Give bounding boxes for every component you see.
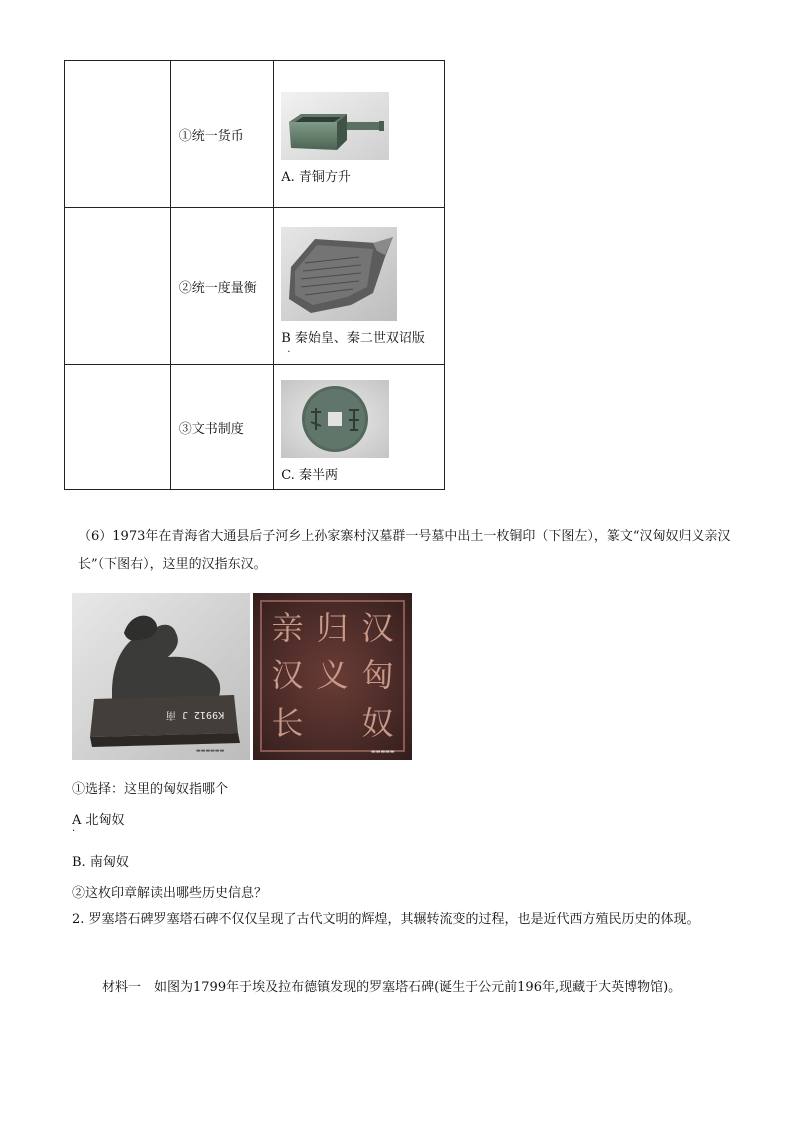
measure-label: ③文书制度 — [178, 421, 244, 437]
reform-measures-table — [64, 60, 445, 490]
artifact-caption: B 秦始皇、秦二世双诏版 — [281, 330, 425, 346]
bronze-square-measure-image — [281, 92, 389, 160]
measure-label: ②统一度量衡 — [178, 280, 257, 296]
question-6-text: （6）1973年在青海省大通县后子河乡上孙家寨村汉墓群一号墓中出土一枚铜印（下图左），篆文“汉匈奴归义亲汉长”（下图右），这里的汉指东汉。 — [78, 529, 731, 572]
table-row — [65, 61, 445, 208]
table-cell-empty — [65, 61, 171, 208]
question-2-body: 2. 罗塞塔石碑罗塞塔石碑不仅仅呈现了古代文明的辉煌，其辗转流变的过程，也是近代西方殖民历史的体现。 — [72, 912, 700, 927]
option-b: B. 南匈奴 — [72, 855, 129, 870]
table-row — [65, 208, 445, 365]
watermark: ▬▬▬▬▬▬ — [196, 748, 225, 754]
table-row — [65, 365, 445, 490]
banliang-coin-image — [281, 380, 389, 458]
measure-label: ①统一货币 — [178, 128, 244, 144]
watermark: ▬▬▬▬▬ — [371, 749, 395, 755]
question-2-text — [72, 906, 734, 934]
seal-char: 奴 — [361, 703, 394, 742]
seal-base-label: K9912 J 南 — [165, 709, 225, 720]
seal-inscription-photo — [253, 593, 412, 760]
camel-knob-seal-image — [72, 593, 250, 760]
option-a-mark: · — [72, 826, 76, 837]
table-cell-measure — [170, 208, 273, 365]
material-1-text: 材料一 如图为1799年于埃及拉布德镇发现的罗塞塔石碑(诞生于公元前196年,现藏于大英博物馆)。 — [102, 980, 682, 995]
seal-char — [310, 700, 355, 747]
table-cell-artifact — [274, 61, 445, 208]
seal-char: 长 — [271, 703, 304, 742]
edict-plate-image — [281, 227, 397, 321]
seal-char: 汉 — [271, 656, 304, 695]
table-cell-measure — [170, 365, 273, 490]
seal-char: 义 — [316, 656, 349, 695]
seal-char-grid — [265, 605, 400, 747]
table-cell-measure — [170, 61, 273, 208]
table-cell-artifact — [274, 365, 445, 490]
table-cell-empty — [65, 365, 171, 490]
sub-question-2: ②这枚印章解读出哪些历史信息？ — [72, 886, 268, 901]
seal-char: 匈 — [361, 656, 394, 695]
caption-mark: . — [287, 343, 291, 355]
bronze-seal-photo — [72, 593, 250, 760]
option-a: A 北匈奴 — [72, 813, 125, 828]
artifact-caption: C. 秦半两 — [281, 467, 338, 483]
seal-char: 亲 — [271, 609, 304, 647]
seal-char: 汉 — [361, 609, 394, 647]
sub-question-1: ①选择：这里的匈奴指哪个 — [72, 782, 229, 797]
table-cell-empty — [65, 208, 171, 365]
table-cell-artifact — [274, 208, 445, 365]
seal-char: 归 — [316, 609, 349, 647]
artifact-caption: A. 青铜方升 — [281, 169, 351, 185]
